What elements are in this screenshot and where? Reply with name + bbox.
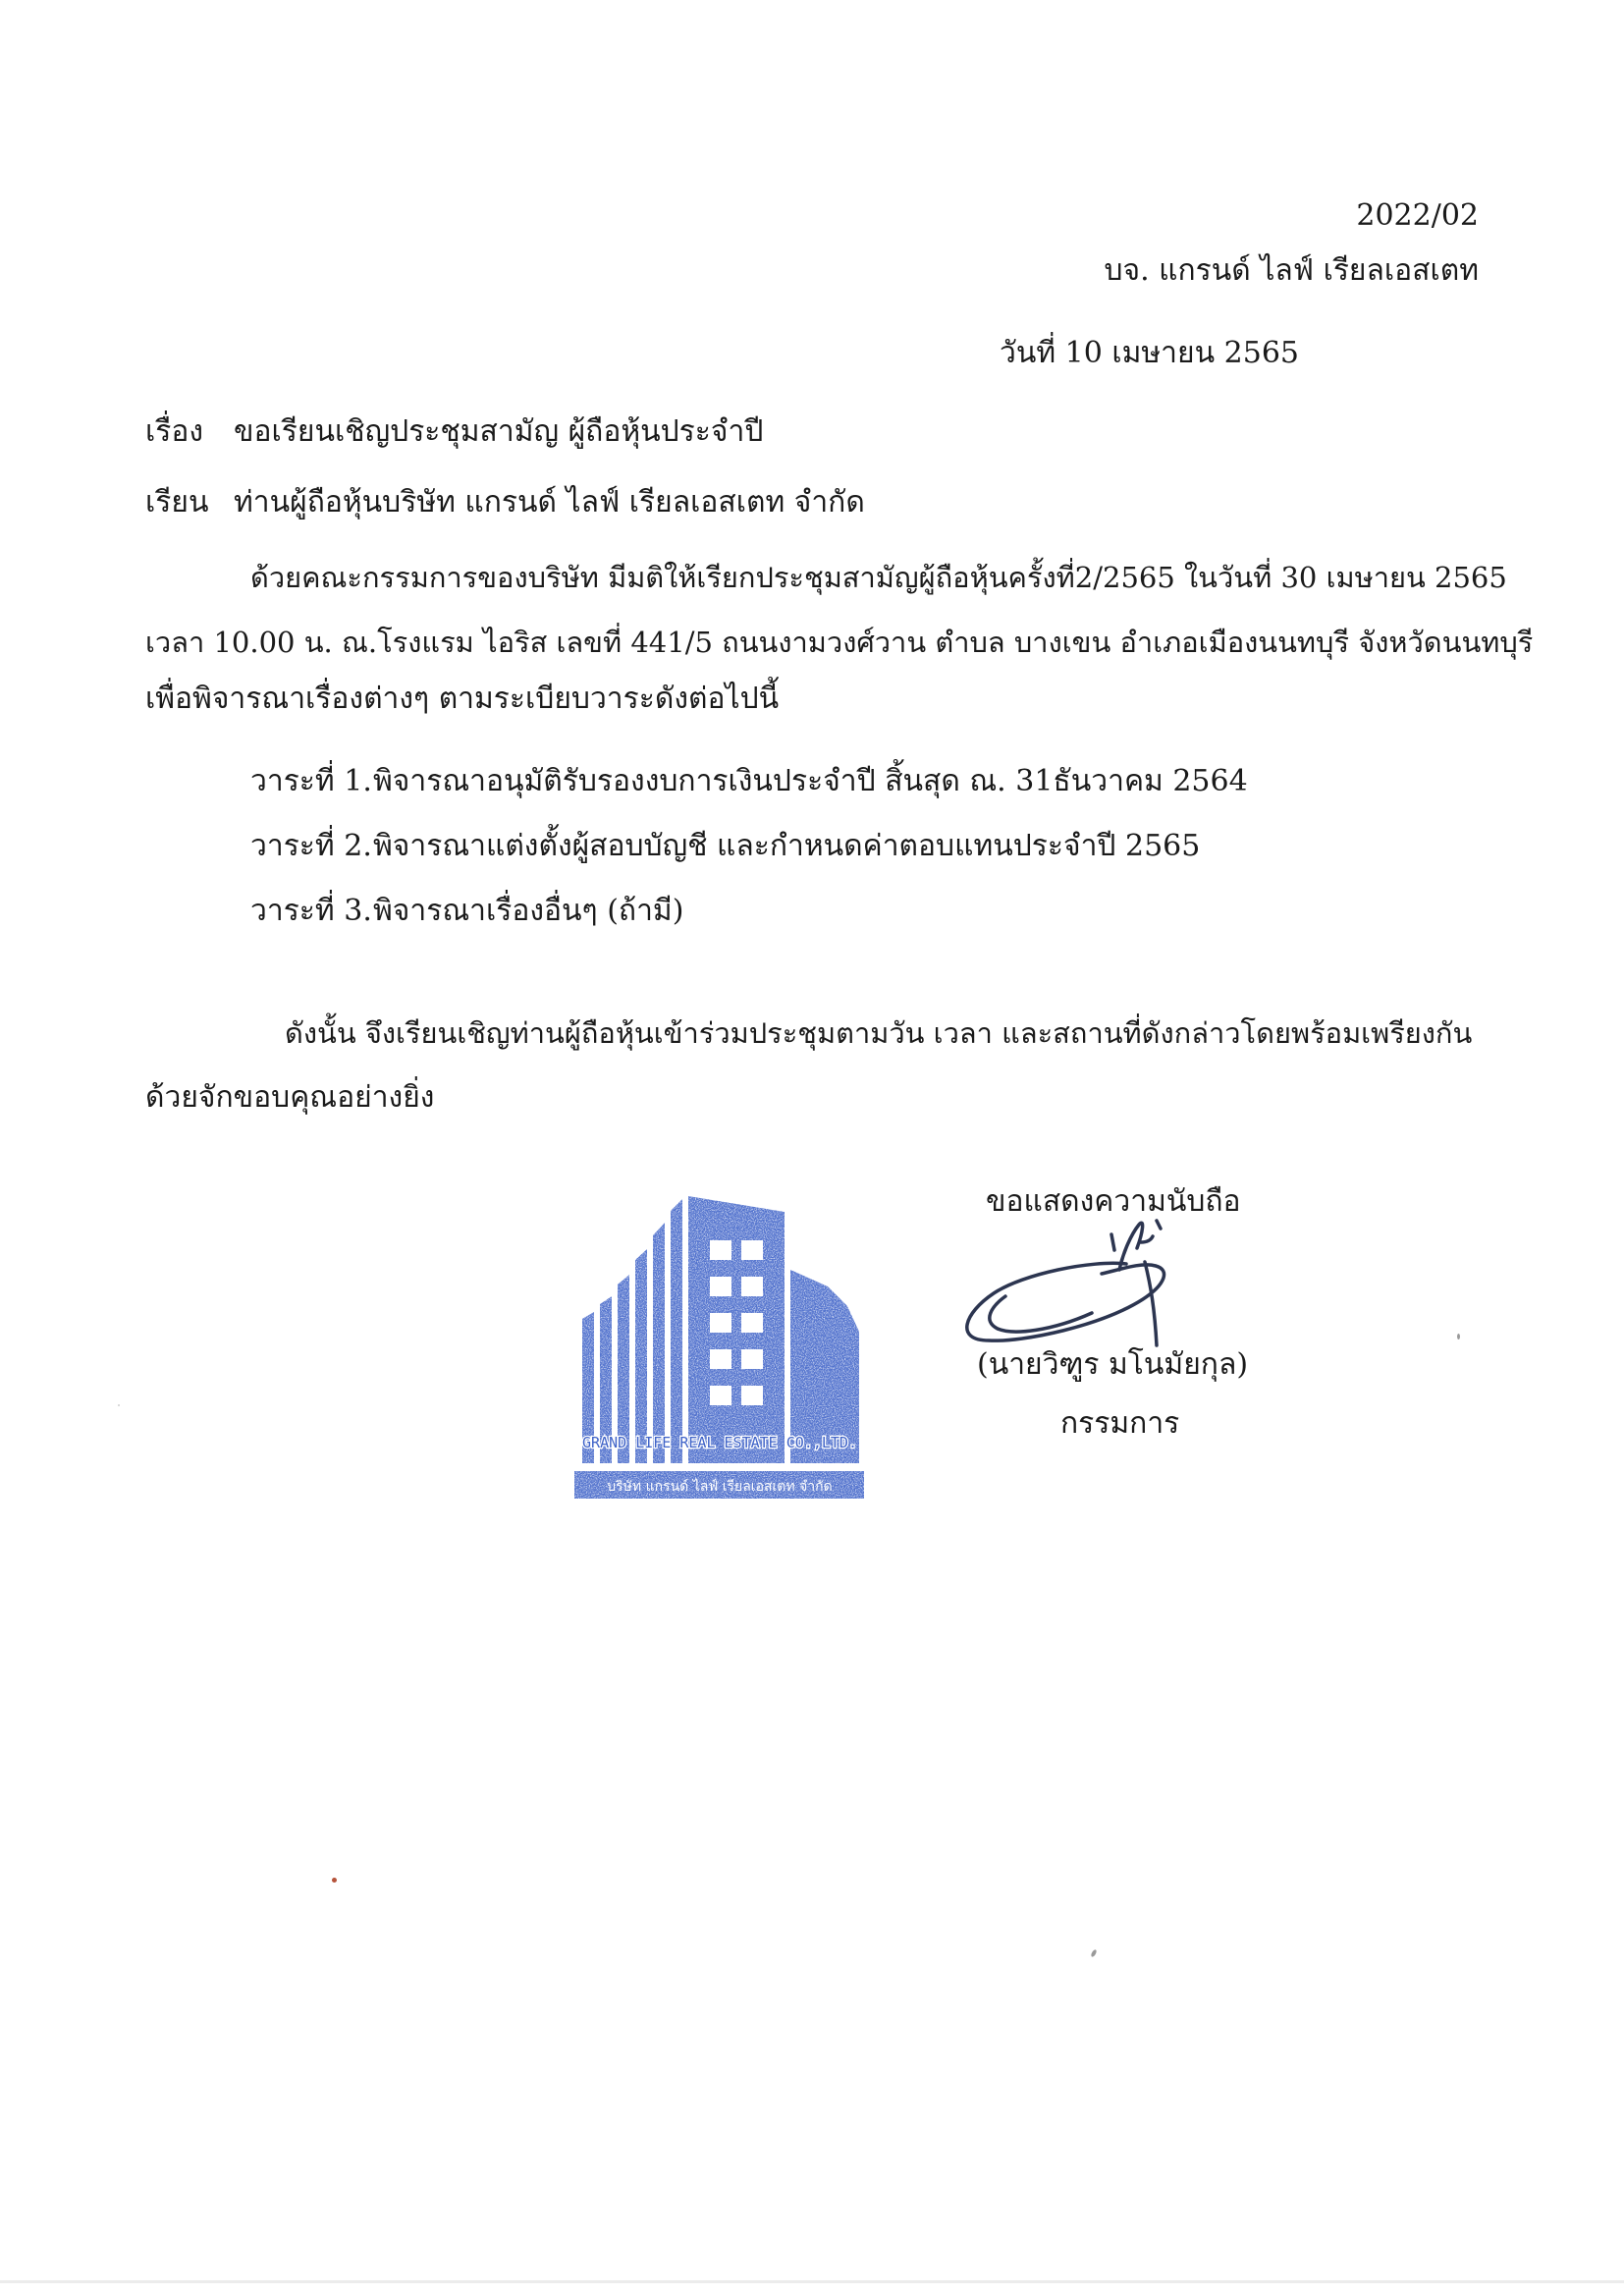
stamp-graphic: [574, 1167, 869, 1501]
signatory-name: (นายวิฑูร มโนมัยกุล): [977, 1347, 1249, 1382]
scan-edge: [0, 2280, 1624, 2283]
closing-salutation: ขอแสดงความนับถือ: [986, 1184, 1241, 1219]
agenda-3-text: พิจารณาเรื่องอื่นๆ (ถ้ามี): [373, 894, 684, 928]
stamp-thai-name: บริษัท แกรนด์ ไลฟ์ เรียลเอสเตท จำกัด: [607, 1479, 833, 1495]
stamp-ink: [574, 1196, 864, 1499]
agenda-2-label: วาระที่ 2.: [250, 829, 372, 863]
agenda-1-label: วาระที่ 1.: [250, 764, 372, 798]
scan-speck: [1090, 1949, 1097, 1958]
scan-speck: [332, 1878, 337, 1883]
company-stamp: [574, 1167, 869, 1501]
body-line-1: ด้วยคณะกรรมการของบริษัท มีมติให้เรียกประชุมสามัญผู้ถือหุ้นครั้งที่2/2565 ในวันที่ 30 เมษายน 2565: [250, 561, 1507, 594]
closing-line-1: ดังนั้น จึงเรียนเชิญท่านผู้ถือหุ้นเข้าร่วมประชุมตามวัน เวลา และสถานที่ดังกล่าวโดยพร้อมเพรียงกัน: [285, 1016, 1473, 1050]
agenda-2-text: พิจารณาแต่งตั้งผู้สอบบัญชี และกำหนดค่าตอบแทนประจำปี 2565: [373, 829, 1201, 863]
subject-text: ขอเรียนเชิญประชุมสามัญ ผู้ถือหุ้นประจำปี: [234, 414, 764, 449]
company-name: บจ. แกรนด์ ไลฟ์ เรียลเอสเตท: [1104, 253, 1479, 288]
signatory-position: กรรมการ: [1060, 1406, 1180, 1441]
scan-speck: [1457, 1334, 1460, 1339]
scan-speck: [118, 1404, 120, 1406]
letter-date: วันที่ 10 เมษายน 2565: [1000, 336, 1299, 370]
stamp-english-name: GRAND LIFE REAL ESTATE CO.,LTD.: [582, 1434, 857, 1451]
recipient-text: ท่านผู้ถือหุ้นบริษัท แกรนด์ ไลฟ์ เรียลเอสเตท จำกัด: [234, 485, 865, 519]
body-line-2: เวลา 10.00 น. ณ.โรงแรม ไอริส เลขที่ 441/5 ถนนงามวงศ์วาน ตำบล บางเขน อำเภอเมืองนนทบุรี จังหวัดนนทบุรี: [145, 626, 1534, 659]
reference-number: 2022/02: [1356, 198, 1479, 233]
agenda-1-text: พิจารณาอนุมัติรับรองงบการเงินประจำปี สิ้นสุด ณ. 31ธันวาคม 2564: [373, 764, 1248, 798]
agenda-3-label: วาระที่ 3.: [250, 894, 372, 928]
body-line-3: เพื่อพิจารณาเรื่องต่างๆ ตามระเบียบวาระดังต่อไปนี้: [145, 682, 780, 716]
recipient-label: เรียน: [145, 485, 209, 519]
subject-label: เรื่อง: [145, 414, 204, 449]
closing-line-2: ด้วยจักขอบคุณอย่างยิ่ง: [145, 1080, 435, 1115]
